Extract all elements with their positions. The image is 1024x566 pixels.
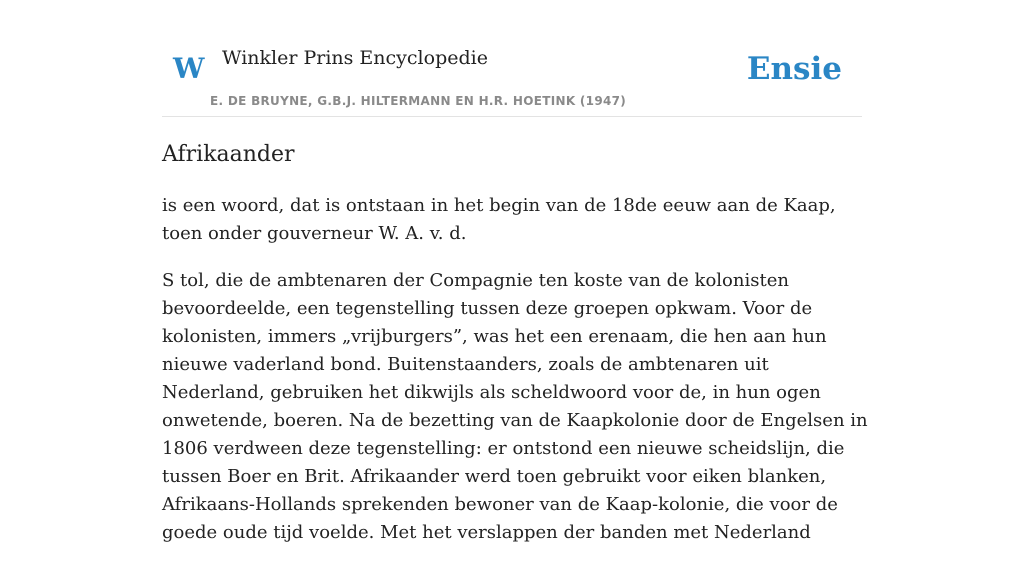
brand-logo[interactable]: Ensie [746, 51, 842, 87]
article-paragraph-2: S tol, die de ambtenaren der Compagnie ten koste van de kolonisten bevoordeelde, een tegenstelling tussen deze groepen opkwam. Voor de kolonisten, immers „vrijburgers”, was het een erenaam, die hen aan hun nieuwe vaderland bond. Buitenstaanders, zoals de ambtenaren uit Nederland, gebruiken het dikwijls als scheldwoord voor de, in hun ogen onwetende, boeren. Na de bezetting van de Kaapkolonie door de Engelsen in 1806 verdween deze tegenstelling: er ontstond een nieuwe scheidslijn, die tussen Boer en Brit. Afrikaander werd toen gebruikt voor eiken blanken, Afrikaans-Hollands sprekenden bewoner van de Kaap-kolonie, die voor de goede oude tijd voelde. Met het verslappen der banden met Nederland [162, 270, 868, 543]
source-title[interactable]: Winkler Prins Encyclopedie [222, 47, 488, 69]
source-authors: E. DE BRUYNE, G.B.J. HILTERMANN EN H.R. HOETINK (1947) [210, 94, 627, 108]
article-paragraph-1: is een woord, dat is ontstaan in het begin van de 18de eeuw aan de Kaap, toen onder gouverneur W. A. v. d. [162, 195, 836, 244]
source-header [162, 0, 862, 117]
article-title: Afrikaander [162, 142, 295, 167]
article-body [162, 192, 868, 566]
source-logo[interactable]: W [173, 52, 205, 85]
